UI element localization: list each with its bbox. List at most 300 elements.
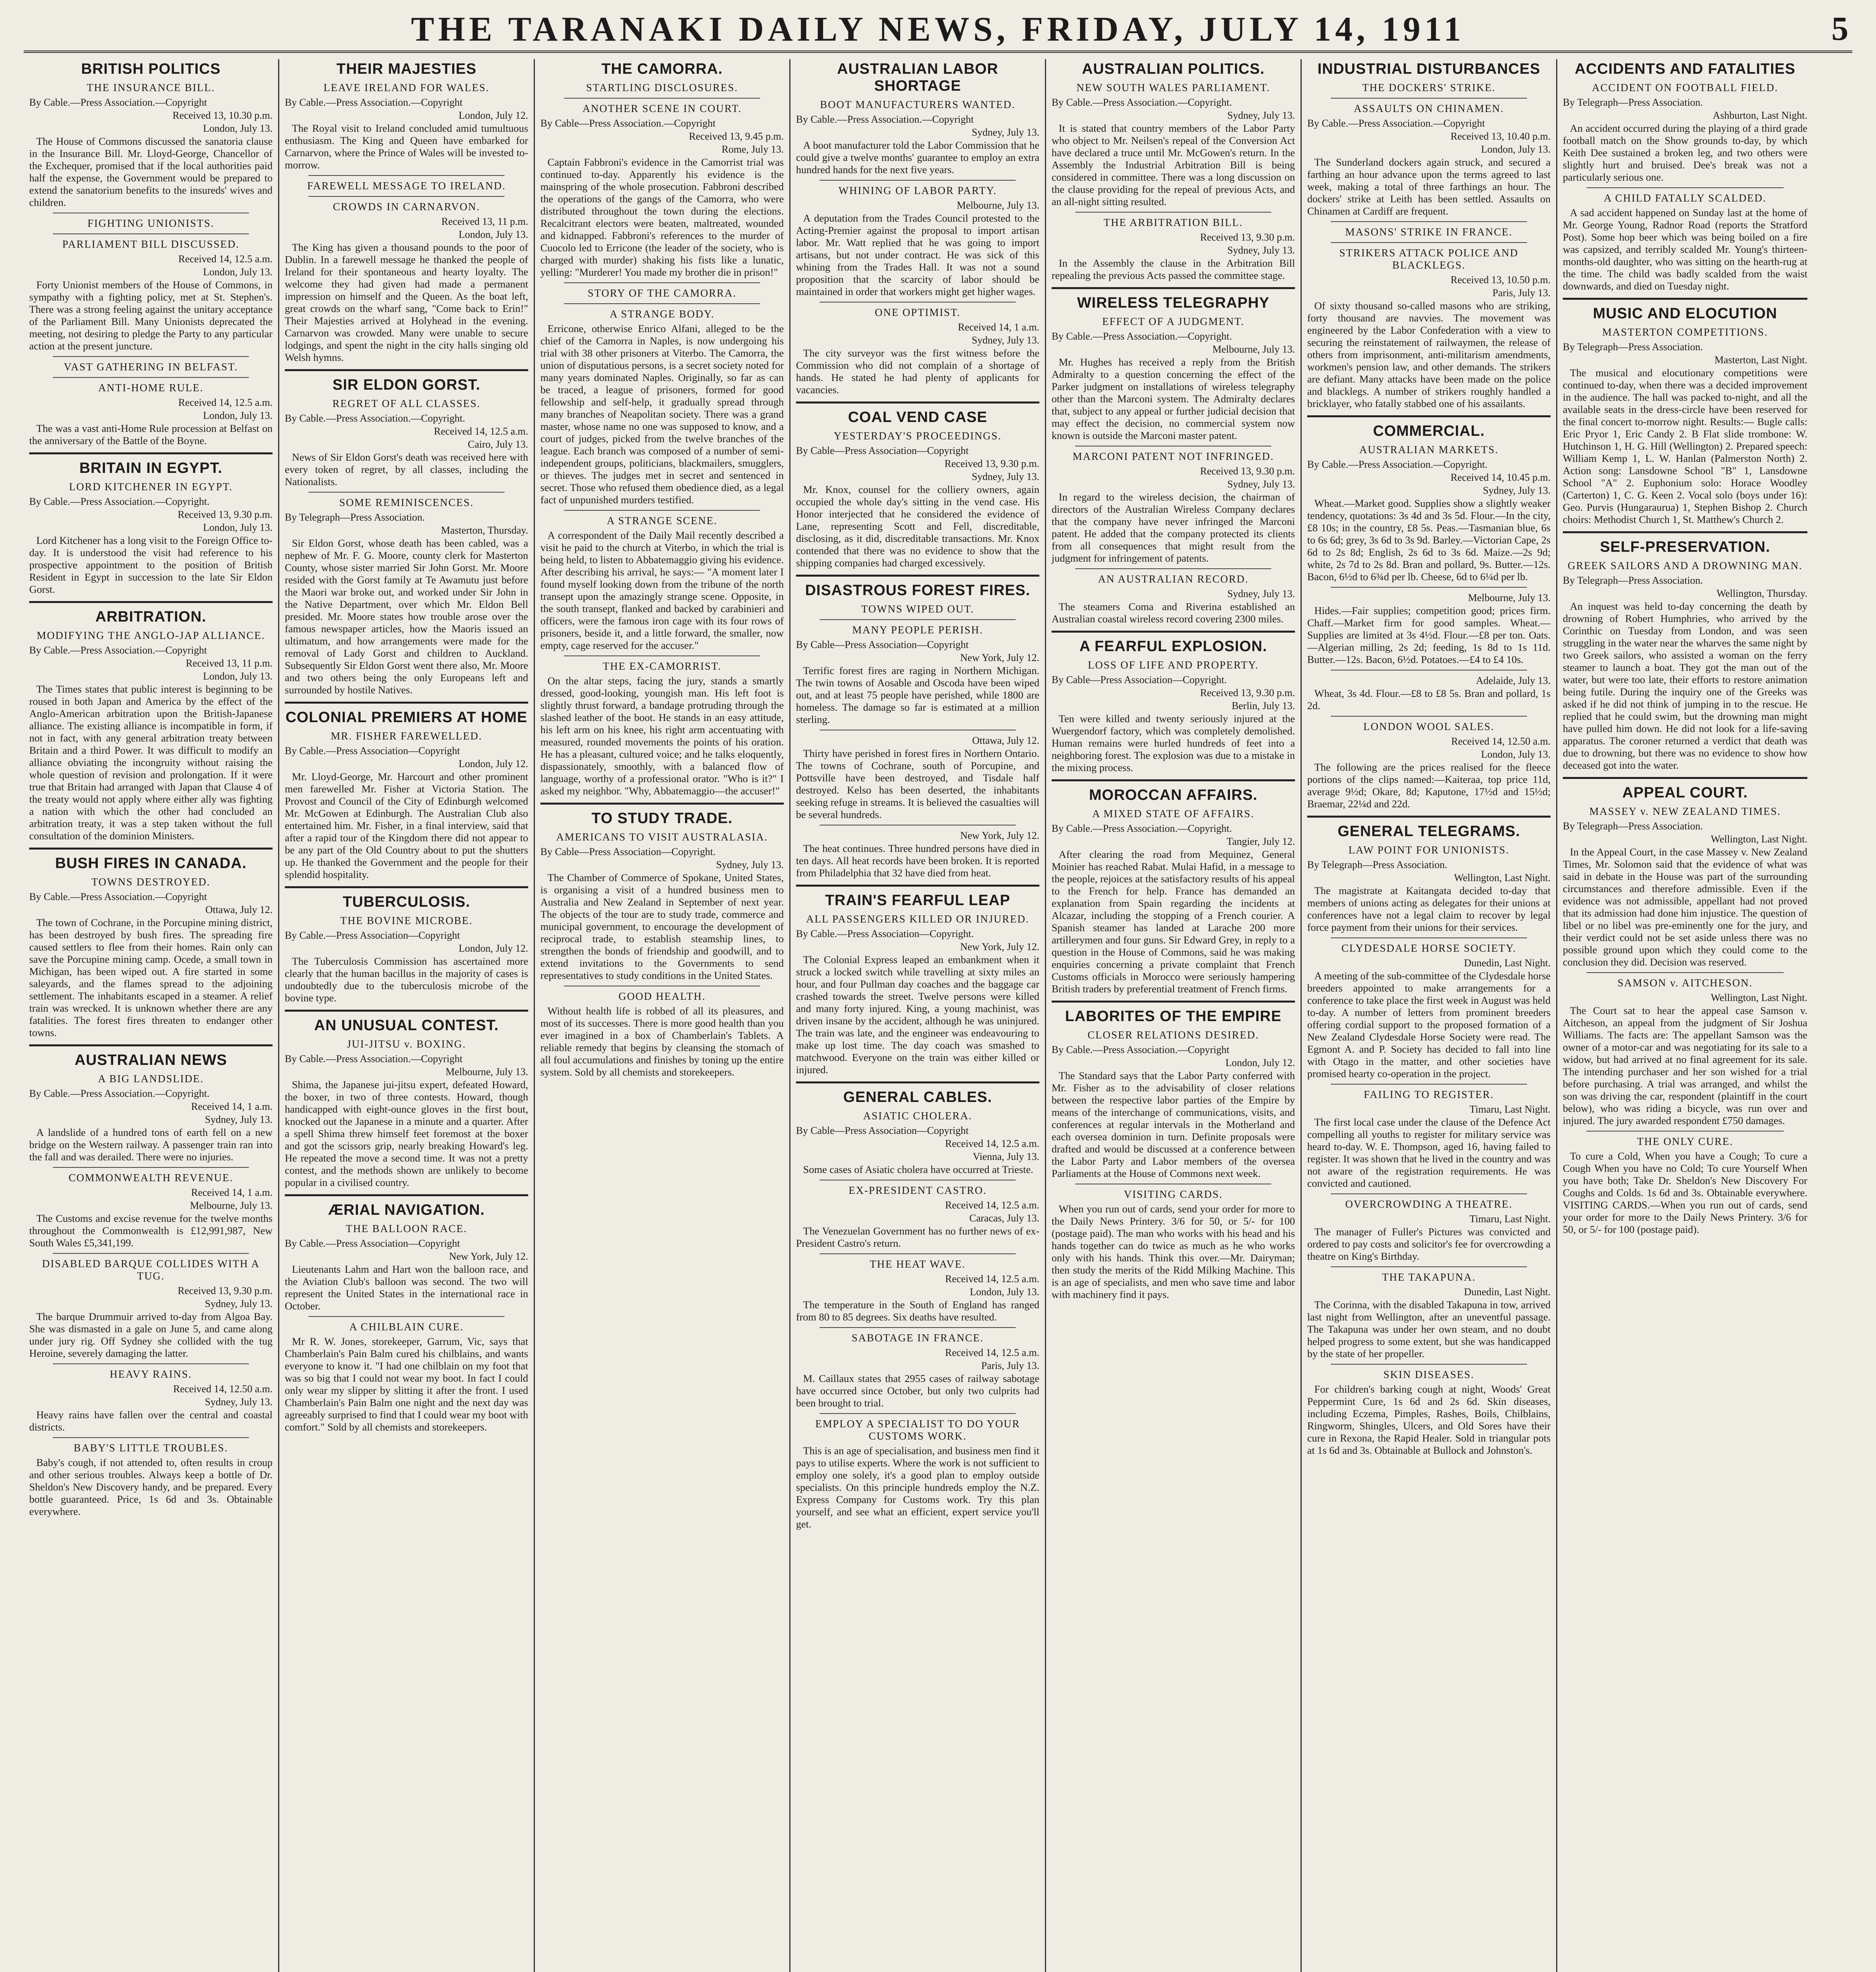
place-date: London, July 12. <box>458 758 528 769</box>
place-date: Sydney, July 13. <box>1227 478 1295 490</box>
article-divider <box>308 196 505 197</box>
section-divider <box>29 452 273 454</box>
place-date: Masterton, Last Night. <box>1714 354 1807 366</box>
article-subheading: A STRANGE BODY. <box>609 308 715 320</box>
article-subheading: MARCONI PATENT NOT INFRINGED. <box>1073 450 1274 462</box>
article-subheading: THE ONLY CURE. <box>1637 1135 1734 1147</box>
section-heading: ARBITRATION. <box>95 609 207 625</box>
section-heading: TRAIN'S FEARFUL LEAP <box>825 892 1011 909</box>
article-subheading: A CHILBLAIN CURE. <box>349 1321 464 1333</box>
page-number: 5 <box>1831 9 1848 47</box>
received-time: Received 14, 12.5 a.m. <box>945 1138 1039 1149</box>
news-column <box>790 59 1046 1972</box>
section-divider <box>1052 1001 1295 1003</box>
article-subheading: MASONS' STRIKE IN FRANCE. <box>1345 226 1513 238</box>
article-subheading: AN AUSTRALIAN RECORD. <box>1098 573 1249 585</box>
article-divider <box>1331 1084 1527 1085</box>
article-subheading: TOWNS DESTROYED. <box>91 876 211 888</box>
article-subheading: THE EX-CAMORRIST. <box>603 660 721 672</box>
article-divider <box>53 1363 249 1364</box>
article-body: M. Caillaux states that 2955 cases of railway sabotage have occurred since October, but only two culprits had been brought to trial. <box>796 1373 1039 1409</box>
section-heading: SELF-PRESERVATION. <box>1600 539 1770 555</box>
received-time: Received 13, 11 p.m. <box>186 657 273 669</box>
news-column <box>1557 59 1813 1972</box>
dateline: By Cable—Press Association—Copyright <box>796 639 969 650</box>
article-body: The Tuberculosis Commission has ascertained more clearly that the human bacillus in the majority of cases is undoubtedly due to the tuberculosis microbe of the bovine type. <box>285 955 528 1004</box>
article-body: It is stated that country members of the Labor Party who object to Mr. Neilsen's repeal of the Conversion Act have declared a truce until Mr. McGowen's return. In the Assembly the Industrial Arbitration Bill is being considered in committee. There was a long discussion on the clause providing for the repeal of previous Acts, and an all-night sitting resulted. <box>1052 122 1295 207</box>
article-subheading: HEAVY RAINS. <box>110 1368 192 1380</box>
article-subheading: ANOTHER SCENE IN COURT. <box>582 103 742 114</box>
dateline: By Cable.—Press Association.—Copyright <box>29 644 207 656</box>
article-body: The first local case under the clause of the Defence Act compelling all youths to register for military service was heard to-day. W. E. Thompson, aged 16, having failed to register. It was shown that he lived in the country and was not aware of the registration requirements. He was convicted and cautioned. <box>1307 1116 1551 1189</box>
section-divider <box>29 601 273 603</box>
news-column <box>24 59 279 1972</box>
section-divider <box>1563 777 1807 779</box>
place-date: London, July 12. <box>1225 1057 1295 1068</box>
article-body: Of sixty thousand so-called masons who are striking, forty thousand are navvies. The movement was engineered by the Labor Confederation with a view to securing the reinstatement of railwaymen, the release of others from imprisonment, anti-militarism amendments, workmen's pension law, and other demands. The strikers are defiant. Many attacks have been made on the police and blacklegs. A number of strikers roughly handled a bricklayer, who fatally stabbed one of his assailants. <box>1307 300 1551 409</box>
place-date: Dunedin, Last Night. <box>1464 957 1551 969</box>
article-body: A meeting of the sub-committee of the Clydesdale horse breeders appointed to make arrangements for a conference to take place the first week in August was held to-day. A number of letters from prominent breeders offering cordial support to the proposed formation of a New Zealand Clydesdale Horse Society were read. The Egmont A. and P. Society has decided to fall into line with Otago in the matter, and other societies have promised hearty co-operation in the project. <box>1307 970 1551 1079</box>
place-date: Berlin, July 13. <box>1231 700 1295 711</box>
place-date: Timaru, Last Night. <box>1469 1213 1551 1225</box>
article-body: The city surveyor was the first witness before the Commission who did not complain of a shortage of hands. He stated he had plenty of applicants for vacancies. <box>796 347 1039 396</box>
received-time: Received 13, 9.30 p.m. <box>1200 687 1295 698</box>
article-body: The temperature in the South of England has ranged from 80 to 85 degrees. Six deaths have resulted. <box>796 1299 1039 1323</box>
received-time: Received 13, 9.30 p.m. <box>1200 232 1295 243</box>
place-date: Sydney, July 13. <box>1483 485 1551 496</box>
article-body: Mr. Knox, counsel for the colliery owners, again occupied the whole day's sitting in the vend case. His Honor interjected that he considered the evidence of Lane, representing Scott and Fell, discreditable, disclosing, as it did, discreditable transactions. Mr. Knox contended that there was no evidence to show that the shipping companies had charged excessively. <box>796 484 1039 569</box>
article-divider <box>564 282 760 283</box>
article-body: Lieutenants Lahm and Hart won the balloon race, and the Aviation Club's balloon was second. The two will represent the United States in the international race in October. <box>285 1263 528 1312</box>
article-body: A deputation from the Trades Council protested to the Acting-Premier against the proposal to import artisan labor. Mr. Watt replied that he was going to import artisans, but not under contract. He was sick of this whining from the Trades Hall. It was not a sound proposition that the scarcity of labor should be maintained in order that workers might get higher wages. <box>796 212 1039 297</box>
article-body: Mr. Lloyd-George, Mr. Harcourt and other prominent men farewelled Mr. Fisher at Victoria Station. The Provost and Council of the City of Edinburgh welcomed Mr. McGowen at Edinburgh. The Australian Club also entertained him. Mr. Fisher, in a final interview, said that after a rapid tour of the Kingdom there did not appear to be any part of the Old Country about to put the shutters up. He thanked the Government and the people for their splendid hospitality. <box>285 771 528 880</box>
section-divider <box>796 885 1039 887</box>
dateline: By Telegraph—Press Association. <box>1563 575 1703 586</box>
article-body: A sad accident happened on Sunday last at the home of Mr. George Young, Radnor Road (reports the Stratford Post). Some hop beer which was being boiled on a fire was capsized, and terribly scalded Mr. Young's thirteen-months-old daughter, who was sitting on the hearth-rug at the time. The child was badly scalded from the waist downwards, and died on Tuesday night. <box>1563 207 1807 292</box>
article-divider <box>53 1253 249 1254</box>
article-subheading: DISABLED BARQUE COLLIDES WITH A TUG. <box>42 1258 260 1282</box>
section-heading: MOROCCAN AFFAIRS. <box>1089 787 1258 803</box>
article-body: The barque Drummuir arrived to-day from Algoa Bay. She was dismasted in a gale on June 5, and came along under jury rig. Off Sydney she collided with the tug Heroine, severely damaging the latter. <box>29 1311 273 1359</box>
section-heading: GENERAL TELEGRAMS. <box>1338 823 1520 840</box>
place-date: Ashburton, Last Night. <box>1713 110 1807 121</box>
article-body: On the altar steps, facing the jury, stands a smartly dressed, good-looking, youngish man. His left foot is slightly thrust forward, a bandage protruding through the slashed leather of the boot. He stands in an easy attitude, his left arm on his knee, his right arm accentuating with measured, rounded movements the points of his oration. He has a pleasant, cultured voice; and he talks eloquently, dispassionately, smoothly, with a balanced flow of language, worthy of a professional orator. "Who is it?" I asked my neighbor. "Why, Abbatemaggio—the accuser!" <box>540 675 784 797</box>
dateline: By Cable.—Press Association.—Copyright <box>285 97 463 108</box>
article-subheading: THE HEAT WAVE. <box>869 1258 966 1270</box>
place-date: London, July 13. <box>203 266 273 278</box>
dateline: By Cable.—Press Association—Copyright <box>285 1238 460 1249</box>
article-body: The steamers Coma and Riverina established an Australian coastal wireless record covering 2300 miles. <box>1052 601 1295 625</box>
section-divider <box>1052 779 1295 781</box>
place-date: Paris, July 13. <box>1492 287 1551 299</box>
place-date: New York, July 12. <box>449 1251 528 1262</box>
news-column <box>279 59 535 1972</box>
article-divider <box>308 492 505 493</box>
article-divider <box>1586 1131 1784 1132</box>
dateline: By Cable.—Press Association—Copyright <box>285 745 460 756</box>
place-date: New York, July 12. <box>960 830 1039 841</box>
article-divider <box>820 1327 1016 1328</box>
article-subheading: ACCIDENT ON FOOTBALL FIELD. <box>1592 82 1779 93</box>
article-body: Mr R. W. Jones, storekeeper, Garrum, Vic, says that Chamberlain's Pain Balm cured his chilblains, and wants everyone to know it. "I had one chilblain on my foot that was so big that I could not wear my boot. In fact I could only wear my slipper by slitting it after the front. I used Chamberlain's Pain Balm one night and the next day was agreeably surprised to find that I could wear my boot with comfort." Sold by all chemists and storekeepers. <box>285 1335 528 1433</box>
received-time: Received 13, 10.50 p.m. <box>1450 274 1551 286</box>
dateline: By Cable.—Press Association.—Copyright. <box>285 413 465 424</box>
received-time: Received 13, 9.30 p.m. <box>178 509 273 520</box>
article-divider <box>1331 1193 1527 1194</box>
article-subheading: GOOD HEALTH. <box>618 990 706 1002</box>
article-subheading: A BIG LANDSLIDE. <box>98 1073 204 1085</box>
article-subheading: A STRANGE SCENE. <box>607 515 718 527</box>
news-column <box>1302 59 1557 1972</box>
article-body: The Customs and excise revenue for the twelve months throughout the Commonwealth is £12,991,987, New South Wales £5,341,199. <box>29 1212 273 1249</box>
section-divider <box>1052 287 1295 289</box>
article-body: Wheat.—Market good. Supplies show a slightly weaker tendency, quotations: 3s 4d and 3s 5d. Flour.—In the city, £8 10s; in the country, £8 5s. Peas.—Tasmanian blue, 6s to 6s 6d; grey, 3s 6d to 3s 9d. Barley.—Victorian Cape, 2s 6d to 2s 8d; English, 2s 6d to 3s 6d. Maize.—2s 9d; white, 2s 7d to 2s 8d. Bran and pollard, 9s. Butter.—12s. Bacon, 6½d to 6¾d per lb. Cheese, 6d to 6¼d per lb. <box>1307 497 1551 583</box>
dateline: By Cable.—Press Association.—Copyright <box>29 891 207 902</box>
article-subheading: GREEK SAILORS AND A DROWNING MAN. <box>1568 560 1803 571</box>
place-date: London, July 13. <box>203 522 273 533</box>
received-time: Received 14, 12.5 a.m. <box>178 253 273 265</box>
article-subheading: THE TAKAPUNA. <box>1382 1271 1476 1283</box>
received-time: Received 14, 1 a.m. <box>191 1187 273 1198</box>
received-time: Received 14, 10.45 p.m. <box>1450 472 1551 483</box>
article-body: A landslide of a hundred tons of earth fell on a new bridge on the Western railway. A passenger train ran into the fall and was derailed. There were no injuries. <box>29 1126 273 1163</box>
article-subheading: COMMONWEALTH REVENUE. <box>68 1172 234 1184</box>
newspaper-title: THE TARANAKI DAILY NEWS, FRIDAY, JULY 14, 1911 <box>411 10 1465 49</box>
section-heading: COLONIAL PREMIERS AT HOME <box>285 709 528 726</box>
place-date: London, July 13. <box>1481 144 1551 155</box>
article-body: A boot manufacturer told the Labor Commission that he could give a twelve months' guarantee to employ an extra hundred hands for the next five years. <box>796 139 1039 176</box>
article-divider <box>820 1253 1016 1254</box>
dateline: By Cable.—Press Association—Copyright <box>285 930 460 941</box>
section-heading: A FEARFUL EXPLOSION. <box>1079 638 1267 655</box>
article-subheading: VAST GATHERING IN BELFAST. <box>64 361 238 373</box>
article-divider <box>308 1316 505 1317</box>
section-divider <box>285 702 528 704</box>
article-subheading: ONE OPTIMIST. <box>874 306 961 318</box>
article-subheading: STORY OF THE CAMORRA. <box>587 287 737 299</box>
section-heading: LABORITES OF THE EMPIRE <box>1065 1008 1282 1025</box>
article-subheading: SABOTAGE IN FRANCE. <box>851 1332 984 1344</box>
article-subheading: MODIFYING THE ANGLO-JAP ALLIANCE. <box>37 629 265 641</box>
article-subheading: JUI-JITSU v. BOXING. <box>347 1038 466 1050</box>
article-subheading: EX-PRESIDENT CASTRO. <box>848 1184 987 1196</box>
place-date: New York, July 12. <box>960 652 1039 663</box>
dateline: By Cable.—Press Association.—Copyright <box>285 1053 463 1064</box>
section-heading: BRITAIN IN EGYPT. <box>79 460 222 476</box>
dateline: By Cable.—Press Association.—Copyright. <box>1307 459 1488 470</box>
place-date: Sydney, July 13. <box>1227 110 1295 121</box>
article-divider <box>53 1437 249 1438</box>
received-time: Received 14, 1 a.m. <box>191 1101 273 1112</box>
section-divider <box>285 1010 528 1012</box>
article-body: The Royal visit to Ireland concluded amid tumultuous enthusiasm. The King and Queen have embarked for Carnarvon, where the Prince of Wales will be invested to-morrow. <box>285 122 528 171</box>
article-divider <box>564 98 760 99</box>
article-subheading: CROWDS IN CARNARVON. <box>333 201 480 213</box>
article-subheading: CLOSER RELATIONS DESIRED. <box>1087 1029 1259 1041</box>
article-subheading: LONDON WOOL SALES. <box>1363 721 1495 732</box>
place-date: Caracas, July 13. <box>969 1212 1039 1224</box>
dateline: By Cable.—Press Association.—Copyright <box>1052 1044 1229 1055</box>
received-time: Received 14, 12.5 a.m. <box>434 426 528 437</box>
place-date: Sydney, July 13. <box>205 1396 273 1408</box>
article-body: Mr. Hughes has received a reply from the British Admiralty to a question concerning the effect of the Parker judgment on installations of wireless telegraphy other than the Marconi system. The Admiralty declares that, subject to any appeal or further judicial decision that may effect the decision, no commercial system now known is outside the Marconi master patent. <box>1052 356 1295 441</box>
article-body: Thirty have perished in forest fires in Northern Ontario. The towns of Cochrane, south of Porcupine, and Pottsville have been destroyed, and Tisdale half destroyed. Kelso has been deserted, the inhabitants seeking refuge in streams. It is believed the casualties will be several hundreds. <box>796 747 1039 820</box>
article-body: In the Assembly the clause in the Arbitration Bill repealing the previous Acts passed the committee stage. <box>1052 257 1295 281</box>
article-subheading: THE BALLOON RACE. <box>346 1223 467 1234</box>
article-subheading: CLYDESDALE HORSE SOCIETY. <box>1341 942 1517 954</box>
section-divider <box>285 369 528 371</box>
section-divider <box>1563 298 1807 300</box>
article-body: Terrific forest fires are raging in Northern Michigan. The twin towns of Aosable and Oscoda have been wiped out, and at least 75 people have perished, while 1800 are homeless. The damage so far is estimated at a million sterling. <box>796 665 1039 725</box>
section-divider <box>285 886 528 888</box>
article-body: The heat continues. Three hundred persons have died in ten days. All heat records have been broken. It is reported from Philadelphia that 32 have died from heat. <box>796 842 1039 879</box>
article-divider <box>820 1413 1016 1414</box>
received-time: Received 14, 12.50 a.m. <box>1451 736 1551 747</box>
place-date: London, July 13. <box>203 123 273 134</box>
received-time: Received 14, 12.50 a.m. <box>173 1383 273 1395</box>
received-time: Received 13, 9.30 p.m. <box>178 1285 273 1296</box>
article-subheading: AUSTRALIAN MARKETS. <box>1359 444 1499 456</box>
article-subheading: THE DOCKERS' STRIKE. <box>1362 82 1496 93</box>
article-body: Hides.—Fair supplies; competition good; prices firm. Chaff.—Market firm for good samples. Wheat.—Supplies are limited at 3s 4½d. Flour.—£8 per ton. Oats.—Algerian milling, 2s 2d; feeding, 1s 8d to 1s 11d. Butter.—12s. Bacon, 6½d. Potatoes.—£4 to £4 10s. <box>1307 605 1551 665</box>
article-subheading: FAREWELL MESSAGE TO IRELAND. <box>307 180 506 192</box>
place-date: Melbourne, July 13. <box>445 1066 528 1078</box>
section-heading: BUSH FIRES IN CANADA. <box>55 855 247 872</box>
article-divider <box>820 180 1016 181</box>
article-body: Wheat, 3s 4d. Flour.—£8 to £8 5s. Bran and pollard, 1s 2d. <box>1307 687 1551 711</box>
article-divider <box>1331 242 1527 243</box>
section-divider <box>285 1194 528 1196</box>
place-date: London, July 12. <box>458 943 528 954</box>
place-date: Melbourne, July 13. <box>957 200 1039 211</box>
article-divider <box>820 302 1016 303</box>
article-body: The Corinna, with the disabled Takapuna in tow, arrived last night from Wellington, after an uneventful passage. The Takapuna was under her own steam, and no doubt helped progress to some extent, but she was handicapped by the state of her propeller. <box>1307 1299 1551 1359</box>
article-body: Lord Kitchener has a long visit to the Foreign Office to-day. It is understood the visit had reference to his prospective appointment to the position of British Resident in Egypt in succession to the late Sir Eldon Gorst. <box>29 534 273 595</box>
news-column <box>1046 59 1302 1972</box>
received-time: Received 14, 12.5 a.m. <box>945 1199 1039 1211</box>
section-heading: APPEAL COURT. <box>1622 784 1748 801</box>
dateline: By Cable.—Press Association.—Copyright. <box>29 496 210 507</box>
article-body: To cure a Cold, When you have a Cough; To cure a Cough When you have no Cold; To cure Yourself When you have both; Take Dr. Sheldon's New Discovery For Coughs and Colds. 1s 6d and 3s. Obtainable everywhere. VISITING CARDS.—When you run out of cards, send your order for more to the Daily News Printery. 3/6 for 50, or 5/- for 100 (postage paid). <box>1563 1150 1807 1235</box>
article-subheading: MASSEY v. NEW ZEALAND TIMES. <box>1589 805 1781 817</box>
article-divider <box>53 1167 249 1168</box>
article-subheading: AMERICANS TO VISIT AUSTRALASIA. <box>556 831 768 843</box>
dateline: By Cable.—Press Association.—Copyright <box>1307 118 1485 129</box>
article-body: For children's barking cough at night, Woods' Great Peppermint Cure, 1s 6d and 2s 6d. Skin diseases, including Eczema, Pimples, Rashes, Boils, Chilblains, Ringworm, Shingles, Ulcers, and Old Sores have their cure in Rexona, the Rapid Healer. Sold in triangular pots at 1s 6d and 3s. Obtainable at Bullock and Johnston's. <box>1307 1383 1551 1456</box>
section-divider <box>796 401 1039 403</box>
place-date: Melbourne, July 13. <box>1468 592 1551 603</box>
article-body: Baby's cough, if not attended to, often results in croup and other serious troubles. Always keep a bottle of Dr. Sheldon's New Discovery handy, and be prepared. Every bottle guaranteed. Price, 1s 6d and 3s. Obtainable everywhere. <box>29 1457 273 1517</box>
received-time: Received 13, 9.30 p.m. <box>1200 465 1295 477</box>
dateline: By Cable—Press Association—Copyright. <box>540 846 716 857</box>
section-divider <box>29 848 273 850</box>
article-subheading: STRIKERS ATTACK POLICE AND BLACKLEGS. <box>1339 247 1519 271</box>
section-heading: MUSIC AND ELOCUTION <box>1593 305 1777 322</box>
place-date: Vienna, July 13. <box>973 1151 1039 1162</box>
article-body: This is an age of specialisation, and business men find it pays to utilise experts. Where the work is not sufficient to employ one solely, it's a good plan to employ outside specialists. On this principle hundreds employ the N.Z. Express Company for Customs work. Try this plan yourself, and see what an efficient, expert service you'll get. <box>796 1445 1039 1530</box>
place-date: Ottawa, July 12. <box>972 735 1039 746</box>
dateline: By Cable.—Press Association.—Copyright <box>796 114 974 125</box>
place-date: Cairo, July 13. <box>467 439 528 450</box>
section-heading: COAL VEND CASE <box>848 409 988 426</box>
article-subheading: REGRET OF ALL CLASSES. <box>332 398 481 409</box>
dateline: By Telegraph—Press Association. <box>1307 859 1448 870</box>
dateline: By Cable—Press Association—Copyright <box>796 445 969 456</box>
article-divider <box>308 175 505 176</box>
article-subheading: SOME REMINISCENCES. <box>339 497 474 508</box>
place-date: Sydney, July 13. <box>716 859 784 870</box>
place-date: New York, July 12. <box>960 941 1039 952</box>
article-divider <box>53 377 249 378</box>
dateline: By Cable.—Press Association—Copyright. <box>796 928 974 939</box>
article-subheading: YESTERDAY'S PROCEEDINGS. <box>833 430 1002 442</box>
place-date: London, July 13. <box>203 670 273 682</box>
article-subheading: TOWNS WIPED OUT. <box>861 603 974 615</box>
section-heading: GENERAL CABLES. <box>843 1089 992 1106</box>
received-time: Received 13, 9.45 p.m. <box>689 131 784 142</box>
article-body: The Sunderland dockers again struck, and secured a farthing an hour advance upon the terms agreed to last week, making a total of three farthings an hour. The dockers' strike at Leith has been settled. Assaults on Chinamen at Cardiff are frequent. <box>1307 156 1551 217</box>
article-body: Some cases of Asiatic cholera have occurred at Trieste. <box>803 1163 1033 1175</box>
place-date: Paris, July 13. <box>981 1360 1039 1371</box>
article-divider <box>564 655 760 656</box>
section-divider <box>1052 631 1295 633</box>
article-divider <box>1331 98 1527 99</box>
section-divider <box>1307 816 1551 818</box>
article-subheading: NEW SOUTH WALES PARLIAMENT. <box>1076 82 1270 93</box>
place-date: London, July 13. <box>203 410 273 421</box>
article-subheading: LAW POINT FOR UNIONISTS. <box>1348 844 1510 856</box>
article-divider <box>53 233 249 234</box>
article-divider <box>1331 716 1527 717</box>
article-subheading: SAMSON v. AITCHESON. <box>1617 977 1753 989</box>
received-time: Received 14, 12.5 a.m. <box>178 397 273 408</box>
article-subheading: BOOT MANUFACTURERS WANTED. <box>820 99 1016 110</box>
section-heading: INDUSTRIAL DISTURBANCES <box>1317 61 1540 77</box>
place-date: Sydney, July 13. <box>1227 588 1295 599</box>
article-subheading: MANY PEOPLE PERISH. <box>852 624 983 636</box>
section-heading: ÆRIAL NAVIGATION. <box>328 1202 485 1218</box>
received-time: Received 13, 10.40 p.m. <box>1450 131 1551 142</box>
article-subheading: STARTLING DISCLOSURES. <box>586 82 738 93</box>
section-heading: TUBERCULOSIS. <box>342 894 471 910</box>
section-divider <box>29 1044 273 1046</box>
article-body: Ten were killed and twenty seriously injured at the Wuergendorf factory, which was completely demolished. Human remains were hurled hundreds of feet into a neighboring forest. The explosion was due to a mistake in the mixing process. <box>1052 713 1295 773</box>
dateline: By Telegraph—Press Association. <box>1563 97 1703 108</box>
received-time: Received 14, 1 a.m. <box>958 321 1039 333</box>
article-body: The House of Commons discussed the sanatoria clause in the Insurance Bill. Mr. Lloyd-George, Chancellor of the Exchequer, promised that if the local authorities paid half the expense, the Government would be prepared to extend the sanatorium benefits to the insureds' wives and children. <box>29 135 273 208</box>
place-date: Tangier, July 12. <box>1226 836 1295 847</box>
received-time: Received 14, 12.5 a.m. <box>945 1347 1039 1358</box>
article-subheading: BABY'S LITTLE TROUBLES. <box>73 1442 228 1454</box>
place-date: Wellington, Thursday. <box>1716 588 1807 599</box>
article-body: The musical and elocutionary competitions were continued to-day, when there was a decided improvement in the audience. The hall was packed to-night, and all the available seats in the dress-circle have been reserved for the final concert to-morrow night. Results:— Bugle calls: Eric Pryor 1, Eric Candy 2. B Flat slide trombone: W. Hutchinson 1, H. G. Hill (Wellington) 2. Prepared speech: William Kemp 1, L. W. Hanlan (Palmerston North) 2. Action song: Lansdowne School "B" 1, Lansdowne School "A" 2. Euphonium solo: Horace Woodley (Carterton) 1, C. G. Keen 2. Vocal solo (boys under 16): Geo. Purvis (Hungaraurua) 1, Stephen Bishop 2. Church choirs: Methodist Church 1, St. Matthew's Church 2. <box>1563 367 1807 525</box>
article-body: The manager of Fuller's Pictures was convicted and ordered to pay costs and solicitor's fee for overcrowding a theatre on King's Birthday. <box>1307 1226 1551 1262</box>
place-date: Adelaide, July 13. <box>1476 675 1551 686</box>
place-date: Sydney, July 13. <box>205 1114 273 1125</box>
article-divider <box>53 356 249 357</box>
place-date: Timaru, Last Night. <box>1469 1104 1551 1115</box>
article-subheading: ASIATIC CHOLERA. <box>863 1110 972 1122</box>
dateline: By Cable.—Press Association.—Copyright. <box>1052 331 1232 342</box>
article-body: The town of Cochrane, in the Porcupine mining district, has been destroyed by bush fires. The spreading fire caused settlers to flee from their homes. Rain only can save the Porcupine mining camp. Ocede, a small town in Michigan, has been wiped out. A fire started in some saleyards, and the flames spread to the adjoining settlement. The inhabitants escaped in a steamer. A relief train was wrecked. It is unknown whether there are any fatalities. The forest fires threaten to endanger other towns. <box>29 917 273 1038</box>
newspaper-columns <box>24 59 1852 1972</box>
article-body: The Times states that public interest is beginning to be roused in both Japan and America by the effect of the Anglo-American arbitration upon the British-Japanese alliance. The existing alliance is incompatible in form, if not in fact, with any general arbitration treaty between Britain and a third Power. It was difficult to modify an alliance obviating the incongruity without raising the whole question of revision and prolongation. If it were true that Britain had arranged with Japan that Clause 4 of the treaty would not apply where either ally was fighting a nation with which the other had concluded an arbitration treaty, it was a step taken without the full consultation of the dominion Ministers. <box>29 683 273 842</box>
received-time: Received 13, 9.30 p.m. <box>944 458 1039 469</box>
dateline: By Cable.—Press Association.—Copyright. <box>1052 97 1232 108</box>
article-subheading: SKIN DISEASES. <box>1383 1369 1474 1380</box>
section-heading: AUSTRALIAN LABOR SHORTAGE <box>837 61 998 94</box>
article-body: An inquest was held to-day concerning the death by drowning of Robert Humphries, who arrived by the Corinthic on Tuesday from London, and was seen struggling in the water near the wharves the same night by two Greek sailors, who assisted a woman on the ferry steamer to launch a boat. They got the man out of the water, but were too late, their efforts to restore animation being futile. During the inquiry one of the Greeks was asked if he did not think of jumping in to the rescue. He replied that he could swim, but the drowning man might have pulled him down. He did not look for a life-saving apparatus. The coroner returned a verdict that death was due to drowning, but there was no evidence to show how deceased got into the water. <box>1563 600 1807 771</box>
place-date: Melbourne, July 13. <box>190 1200 273 1211</box>
article-divider <box>1075 212 1271 213</box>
section-heading: BRITISH POLITICS <box>81 61 221 77</box>
dateline: By Telegraph—Press Association. <box>1563 820 1703 832</box>
place-date: Wellington, Last Night. <box>1454 872 1551 883</box>
section-heading: WIRELESS TELEGRAPHY <box>1077 295 1270 311</box>
article-body: In the Appeal Court, in the case Massey v. New Zealand Times, Mr. Solomon said that the evidence of what was said in debate in the House was part of the surrounding circumstances and therefore admissible. Even if the evidence was not admissible, appellant had not proved that its admission had done him injustice. The question of libel or no libel was pre-eminently one for the jury, and their verdict could not be set aside unless there was no possible ground upon which they could come to the conclusion they did. Decision was reserved. <box>1563 846 1807 968</box>
article-divider <box>564 510 760 511</box>
section-heading: AUSTRALIAN NEWS <box>75 1052 227 1068</box>
article-divider <box>1331 1364 1527 1365</box>
place-date: Melbourne, July 13. <box>1212 344 1295 355</box>
place-date: Sydney, July 13. <box>972 471 1039 482</box>
article-body: The magistrate at Kaitangata decided to-day that members of unions acting as delegates for their unions at conferences have not a legal claim to recover by legal force payment from their unions for their services. <box>1307 885 1551 933</box>
article-body: Sir Eldon Gorst, whose death has been cabled, was a nephew of Mr. F. G. Moore, county clerk for Masterton County, whose sister married Sir John Gorst. Mr. Moore resided with the Gorst family at Te Awamutu just before the Maori war broke out, and worked under Sir John in the Native Department, over which Mr. Eldon Bell presided. Mr. Moore states how trouble arose over the famous newspaper articles, how the Maoris issued an ultimatum, and how arrangements were made for the removal of Lady Gorst and children to Auckland. Subsequently Sir Eldon Gorst went there also, Mr. Moore and two others being the only Europeans left and surrounded by hostile Natives. <box>285 537 528 696</box>
article-body: Erricone, otherwise Enrico Alfani, alleged to be the chief of the Camorra in Naples, is now undergoing his trial with 38 other prisoners at Viterbo. The Camorra, the union of disputatious persons, is a secret society noted for many years dominated Naples. Originally, so far as can be traced, a league of prisoners, formed for good fellowship and self-help, it gradually spread through many branches of Neapolitan society. There was a grand master, whose name no one was supposed to know, and a court of judges, picked from the twelve branches of the league. Each branch was composed of a number of semi-independent groups, politicians, blackmailers, smugglers, or thieves. The judges met in secret and sentenced in secret. Those who refused them obedience died, as a legal fact of unpunished murders testified. <box>540 323 784 506</box>
article-divider <box>564 303 760 304</box>
section-divider <box>796 1081 1039 1083</box>
place-date: Sydney, July 13. <box>1227 245 1295 256</box>
article-body: After clearing the road from Mequinez, General Moinier has reached Rabat. Mulai Hafid, in a message to the people, rejoices at the satisfactory results of his appeal to the French for help. France has demanded an explanation from Spain regarding the incidents at Alcazar, including the stopping of a French courier. A Spanish steamer has landed at Larache 200 more artillerymen and four guns. Sir Edward Grey, in reply to a question in the House of Commons, said he was making enquiries concerning a private complaint that French Customs officials in Morocco were seriously hampering British traders by preferential treatment of French firms. <box>1052 848 1295 995</box>
article-body: The Court sat to hear the appeal case Samson v. Aitcheson, an appeal from the judgment of Sir Joshua Williams. The facts are: The appellant Samson was the owner of a motor-car and was negotiating for its sale to a widow, but had arrived at no final agreement for its sale. The intending purchaser and her son wished for a trial before purchasing. A trial was arranged, and whilst the son was driving the car, respondent (plaintiff in the court below), who was riding a bicycle, was run over and injured. The jury awarded respondent £750 damages. <box>1563 1005 1807 1126</box>
section-heading: AUSTRALIAN POLITICS. <box>1082 61 1265 77</box>
article-subheading: EFFECT OF A JUDGMENT. <box>1102 316 1244 327</box>
place-date: Dunedin, Last Night. <box>1464 1286 1551 1298</box>
dateline: By Cable—Press Association—Copyright. <box>1052 674 1227 685</box>
article-subheading: LORD KITCHENER IN EGYPT. <box>69 481 233 493</box>
article-subheading: WHINING OF LABOR PARTY. <box>838 185 997 196</box>
received-time: Received 13, 10.30 p.m. <box>172 110 273 121</box>
article-body: The following are the prices realised for the fleece portions of the clips named:—Kaiteraa, top price 11d, average 9½d; Okare, 8d; Kaputone, 17½d and 15½d; Braemar, 22¼d and 22d. <box>1307 761 1551 810</box>
place-date: Sydney, July 13. <box>205 1298 273 1309</box>
article-body: Forty Unionist members of the House of Commons, in sympathy with a fighting policy, met at St. Stephen's. There was a strong feeling against the unitary acceptance of the Parliament Bill. Many Unionists deprecated the meeting, not desiring to pledge the Party to any particular action at the present juncture. <box>29 279 273 352</box>
dateline: By Telegraph—Press Association. <box>285 512 425 523</box>
article-divider <box>1331 221 1527 222</box>
article-body: The Colonial Express leaped an embankment when it struck a locked switch while travelling at sixty miles an hour, and four Pullman day coaches and the baggage car crashed towards the street. Twelve persons were killed and many forty injured. King, a young machinist, was driven insane by the accident, although he was uninjured. The train was late, and the engineer was endeavouring to make up lost time. The day coach was smashed to matchwood. Everyone on the train was either killed or injured. <box>796 954 1039 1076</box>
place-date: Rome, July 13. <box>721 144 784 155</box>
section-heading: THE CAMORRA. <box>601 61 723 77</box>
dateline: By Cable.—Press Association.—Copyright. <box>29 1088 210 1099</box>
article-body: Without health life is robbed of all its pleasures, and most of its successes. There is more good health than you ever imagined in a box of Chamberlain's Tablets. A reliable remedy that begins by cleansing the stomach of all foul accumulations and finishes by toning up the entire system. Sold by all chemists and storekeepers. <box>540 1005 784 1078</box>
article-body: Captain Fabbroni's evidence in the Camorrist trial was continued to-day. Apparently his evidence is the mainspring of the whole prosecution. Fabbroni described the operations of the gangs of the Camorra, who were distributed throughout the town during the elections. Recalcitrant electors were beaten, maltreated, wounded and kidnapped. Fabbroni's references to the murder of Cuocolo led to Erricone (the leader of the society, who is charged with murder) shaking his fists like a lunatic, yelling: "Murderer! You made my brother die in prison!" <box>540 156 784 278</box>
place-date: Sydney, July 13. <box>972 127 1039 138</box>
article-subheading: EMPLOY A SPECIALIST TO DO YOUR CUSTOMS WORK. <box>815 1418 1020 1442</box>
article-subheading: MR. FISHER FAREWELLED. <box>331 730 482 742</box>
section-divider <box>1563 531 1807 533</box>
article-body: News of Sir Eldon Gorst's death was received here with every token of regret, by all classes, including the Nationalists. <box>285 451 528 487</box>
article-subheading: A MIXED STATE OF AFFAIRS. <box>1092 808 1255 820</box>
article-divider <box>1586 972 1784 973</box>
article-divider <box>1586 187 1784 188</box>
article-body: Shima, the Japanese jui-jitsu expert, defeated Howard, the boxer, in two of three contests. Howard, though handicapped with eight-ounce gloves in the first bout, knocked out the Japanese in a minute and a quarter. After a spell Shima threw himself feet foremost at the boxer and got the scissors grip, nearly breaking Howard's leg. He repeated the move a second time. It was not a pretty contest, and the methods shown are unlikely to become popular in a civilised country. <box>285 1079 528 1188</box>
place-date: Sydney, July 13. <box>972 334 1039 346</box>
section-heading: DISASTROUS FOREST FIRES. <box>805 582 1030 599</box>
article-subheading: A CHILD FATALLY SCALDED. <box>1603 192 1767 204</box>
article-body: The Standard says that the Labor Party conferred with Mr. Fisher as to the advisability of closer relations between the respective labor parties of the Empire by means of the interchange of communications, visits, and conferences at regular intervals in the Motherland and each oversea dominion in turn. Definite proposals were drafted and would be discussed at a conference between the Labor Party and Labor members of the oversea Parliaments at the House of Commons next week. <box>1052 1070 1295 1179</box>
article-body: When you run out of cards, send your order for more to the Daily News Printery. 3/6 for 50, or 5/- for 100 (postage paid). The man who works with his head and his hands together can do twice as much as he who works only with his hands. Think this over.—Mr. Dairyman; then study the merits of the Ridd Milking Machine. This is an age of specialists, and men who save time and labor with machinery find it pays. <box>1052 1203 1295 1300</box>
article-body: The King has given a thousand pounds to the poor of Dublin. In a farewell message he thanked the people of Ireland for their spontaneous and hearty loyalty. The welcome they had given had made a permanent impression on himself and the Queen. As the boat left, great crowds on the wharf sang, "Come back to Erin!" Their Majesties arrived at Holyhead in the evening. Carnarvon was crowded. Many were unable to secure lodgings, and spent the night in the city halls singing old Welsh hymns. <box>285 241 528 363</box>
section-heading: ACCIDENTS AND FATALITIES <box>1575 61 1796 77</box>
